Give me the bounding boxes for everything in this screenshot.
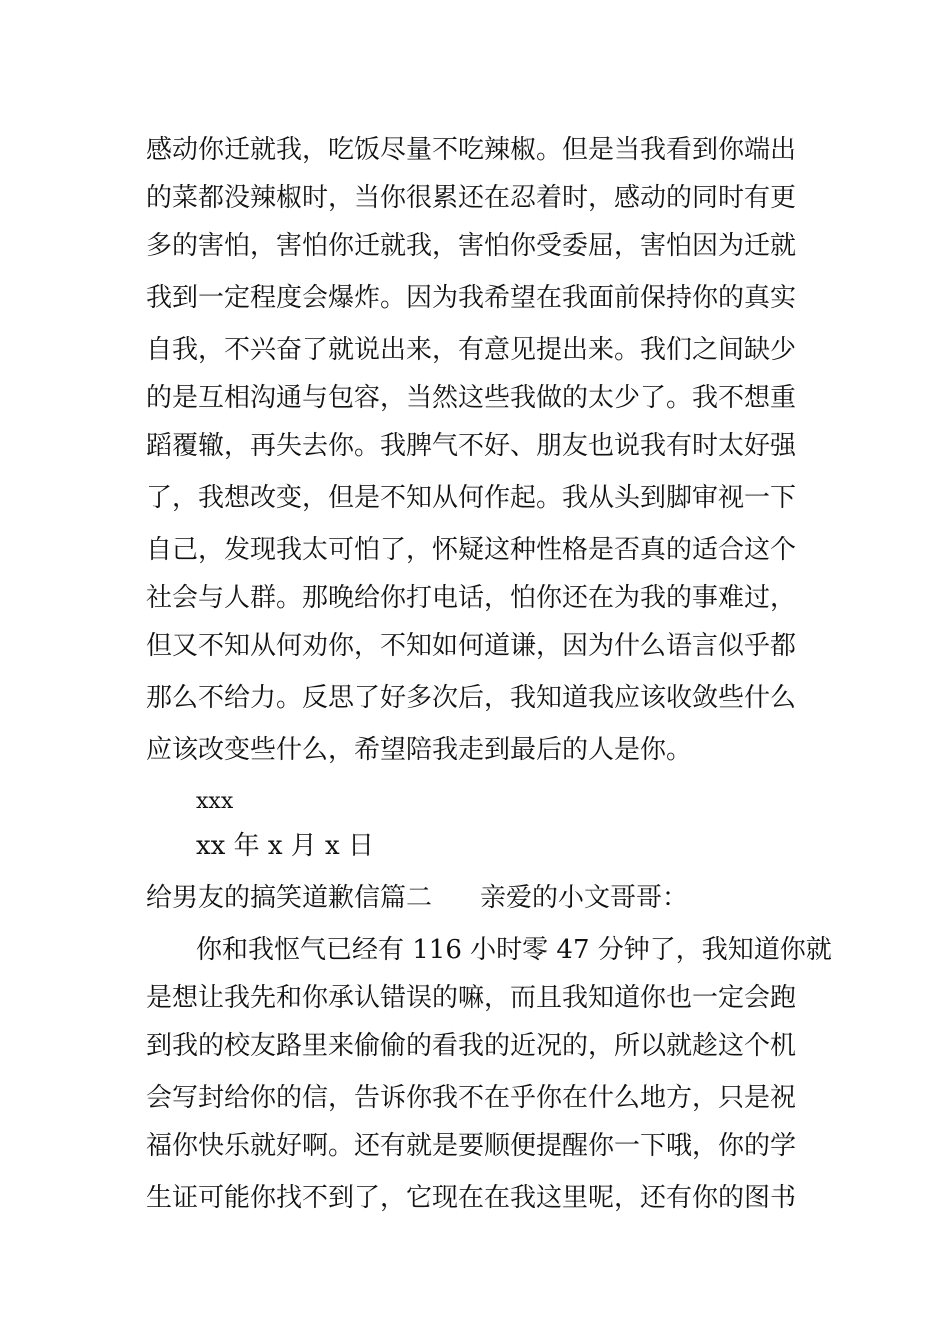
paragraph-1-line: 了，我想改变，但是不知从何作起。我从头到脚审视一下	[146, 483, 797, 513]
paragraph-2-line: 到我的校友路里来偷偷的看我的近况的，所以就趁这个机	[146, 1031, 797, 1061]
paragraph-1-line: 社会与人群。那晚给你打电话，怕你还在为我的事难过，	[146, 583, 797, 613]
paragraph-2-line: 你和我怄气已经有 116 小时零 47 分钟了，我知道你就	[196, 935, 832, 965]
section-2-heading	[146, 883, 826, 913]
salutation: 亲爱的小文哥哥：	[480, 883, 689, 913]
paragraph-1-line: 感动你迁就我，吃饭尽量不吃辣椒。但是当我看到你端出	[146, 135, 797, 165]
paragraph-2-line: 生证可能你找不到了，它现在在我这里呢，还有你的图书	[146, 1183, 797, 1213]
paragraph-1-line: 自己，发现我太可怕了，怀疑这种性格是否真的适合这个	[146, 535, 797, 565]
paragraph-1-line: 那么不给力。反思了好多次后，我知道我应该收敛些什么	[146, 683, 797, 713]
signature-date: xx 年 x 月 x 日	[196, 831, 374, 861]
paragraph-2-line: 是想让我先和你承认错误的嘛，而且我知道你也一定会跑	[146, 983, 797, 1013]
paragraph-1-line: 的是互相沟通与包容，当然这些我做的太少了。我不想重	[146, 383, 797, 413]
paragraph-1-line: 但又不知从何劝你，不知如何道谦，因为什么语言似乎都	[146, 631, 797, 661]
paragraph-2-line: 会写封给你的信，告诉你我不在乎你在什么地方，只是祝	[146, 1083, 797, 1113]
paragraph-1-line: 蹈覆辙，再失去你。我脾气不好、朋友也说我有时太好强	[146, 431, 797, 461]
paragraph-1-line: 的菜都没辣椒时，当你很累还在忍着时，感动的同时有更	[146, 183, 797, 213]
paragraph-1-line: 应该改变些什么，希望陪我走到最后的人是你。	[146, 735, 693, 765]
paragraph-2-line: 福你快乐就好啊。还有就是要顺便提醒你一下哦，你的学	[146, 1131, 797, 1161]
signature-name: xxx	[196, 789, 234, 814]
section-2-title: 给男友的搞笑道歉信篇二	[146, 883, 433, 913]
paragraph-1-line: 多的害怕，害怕你迁就我，害怕你受委屈，害怕因为迁就	[146, 231, 797, 261]
paragraph-1-line: 我到一定程度会爆炸。因为我希望在我面前保持你的真实	[146, 283, 797, 313]
paragraph-1-line: 自我，不兴奋了就说出来，有意见提出来。我们之间缺少	[146, 335, 797, 365]
